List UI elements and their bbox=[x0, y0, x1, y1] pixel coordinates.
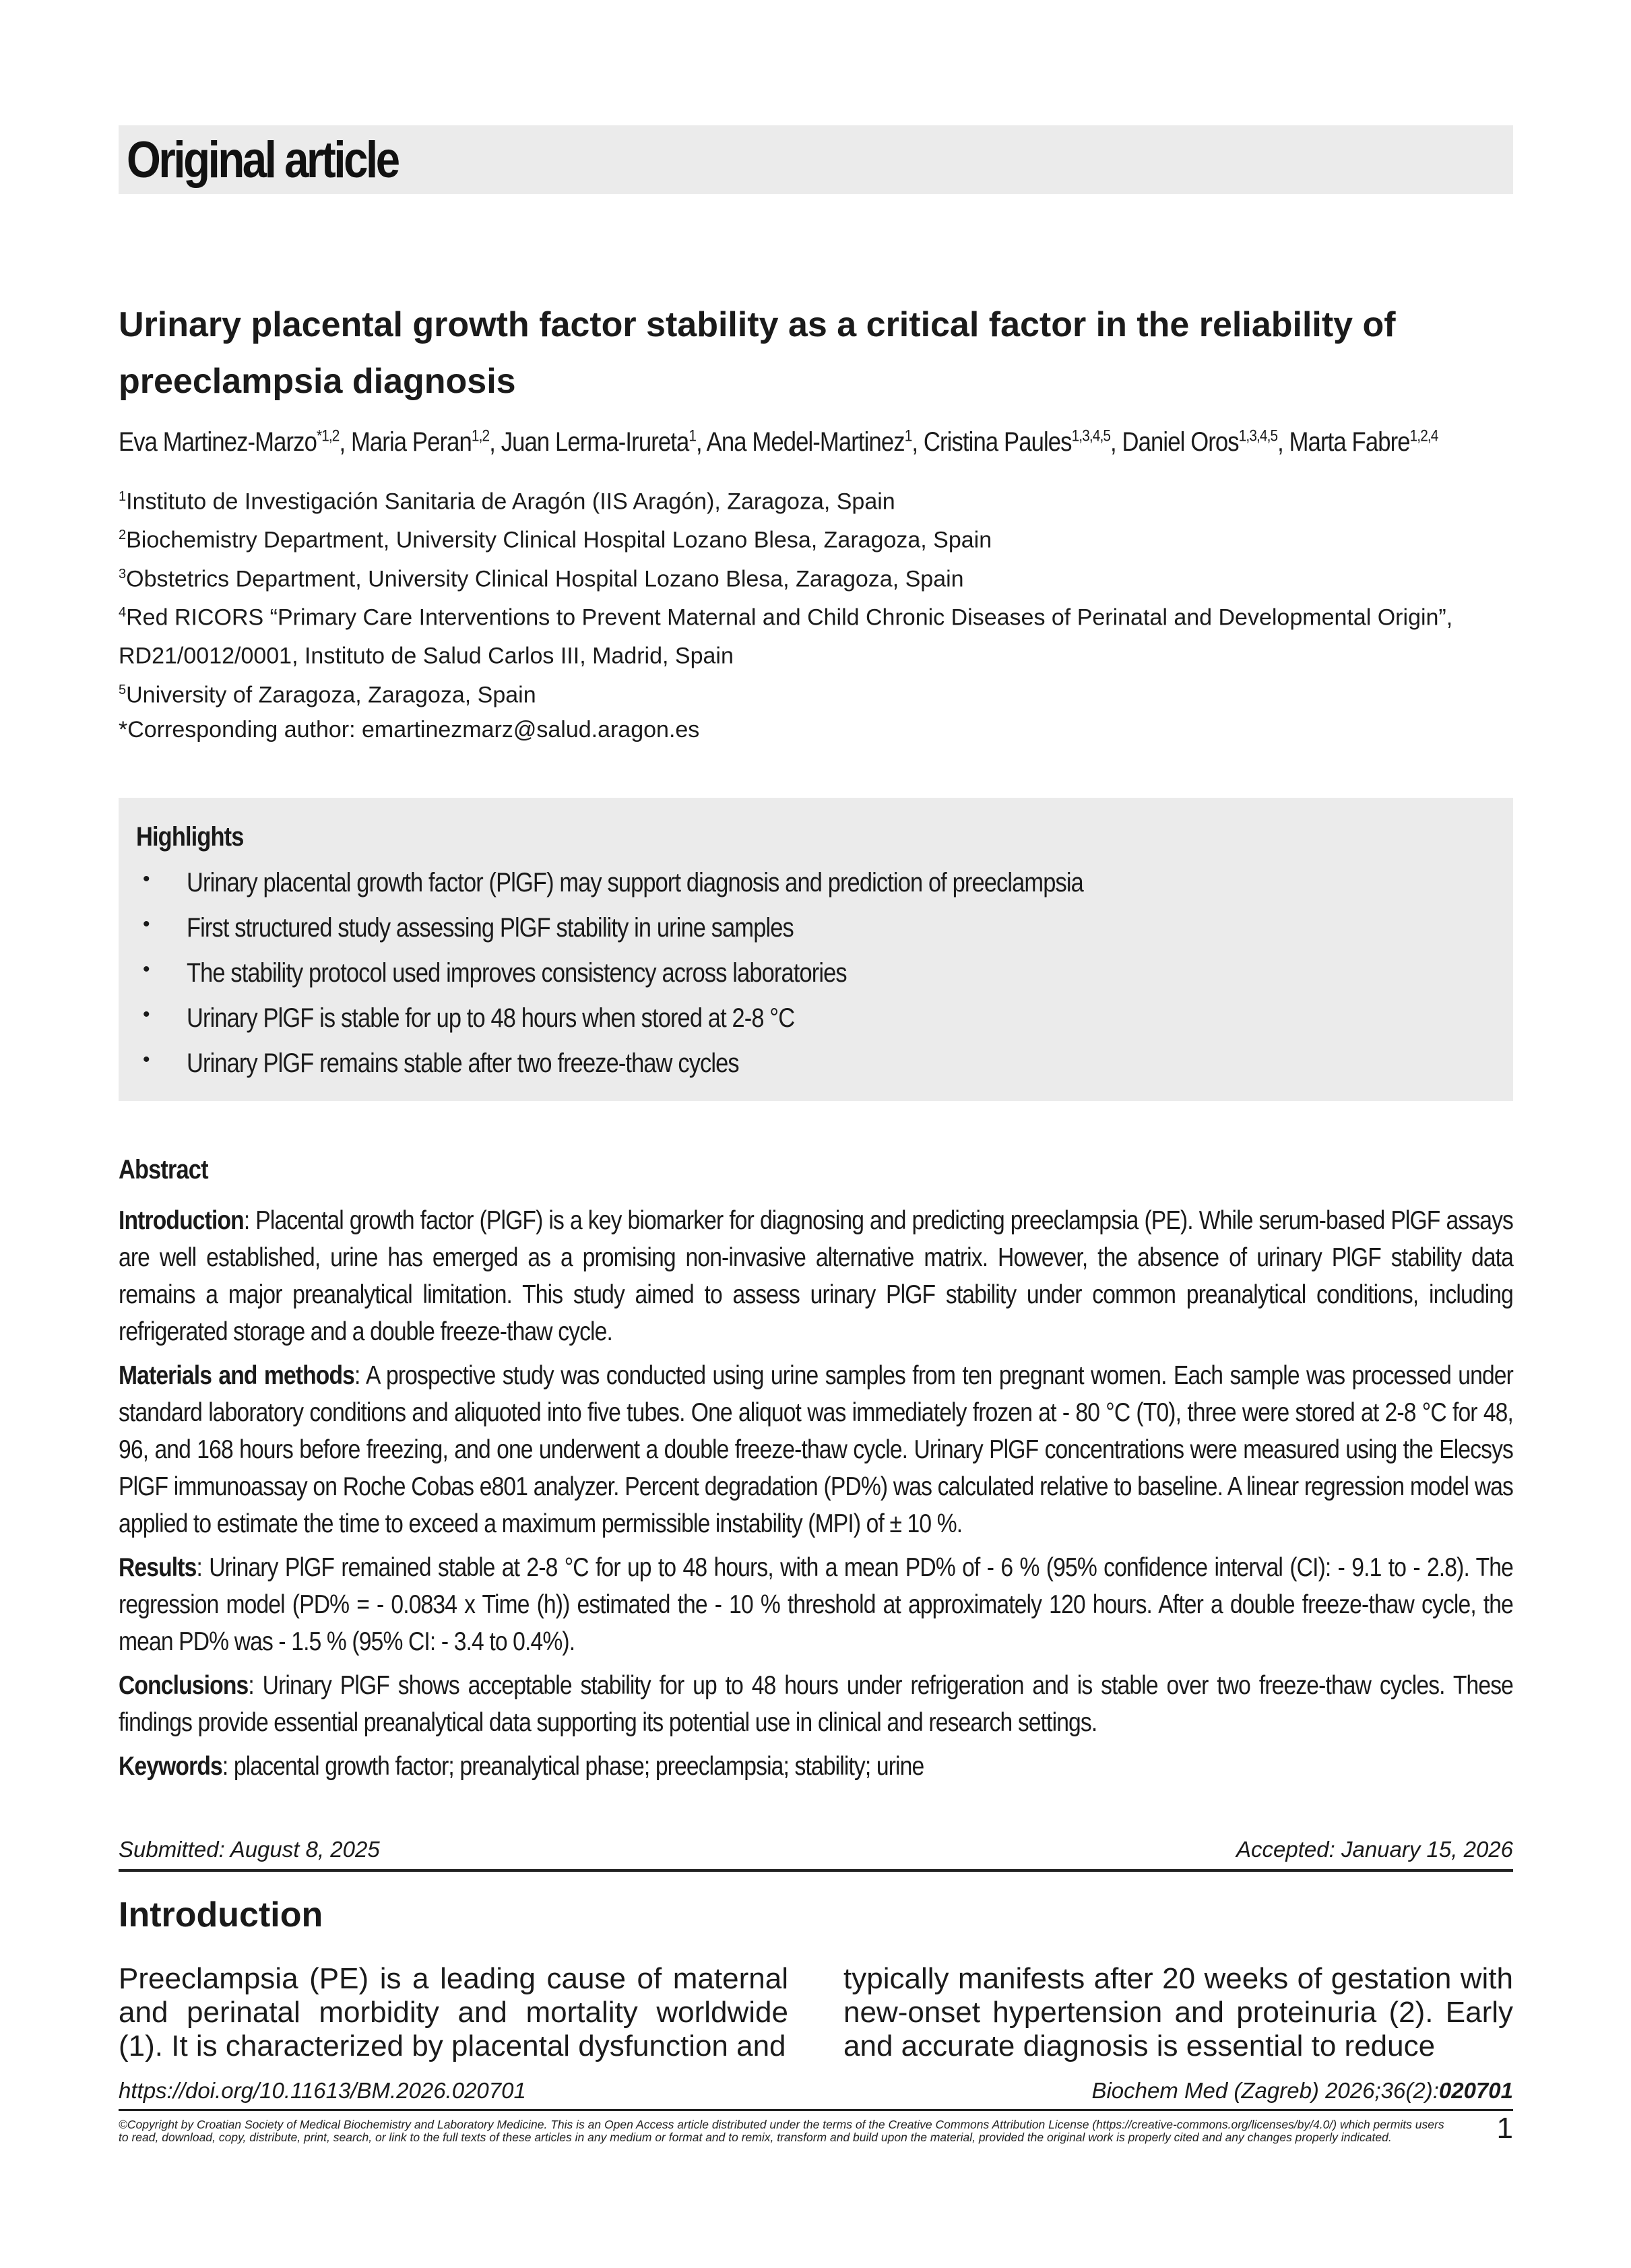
highlights-box bbox=[119, 798, 1513, 1101]
bullet-icon: • bbox=[143, 1003, 150, 1026]
highlight-item: • The stability protocol used improves consistency across laboratories bbox=[143, 958, 847, 988]
section-label: Original article bbox=[127, 131, 398, 189]
affiliation: $^5$University of Zaragoza, Zaragoza, Spain bbox=[119, 681, 536, 707]
author: Marta Fabre$^{1,2,4}$ bbox=[1289, 427, 1438, 458]
bullet-icon: • bbox=[143, 1048, 150, 1071]
bullet-icon: • bbox=[143, 958, 150, 980]
highlights-title: Highlights bbox=[136, 822, 244, 852]
affiliations bbox=[119, 480, 1513, 712]
section-band bbox=[119, 125, 1513, 194]
author: Eva Martinez-Marzo$^{*1,2}$ bbox=[119, 427, 340, 458]
corresponding-author: *Corresponding author: emartinezmarz@salud.aragon.es bbox=[119, 717, 700, 743]
abstract-keywords: Keywords: placental growth factor; preanalytical phase; preeclampsia; stability; urine bbox=[119, 1752, 924, 1781]
author-list: Eva Martinez-Marzo$^{*1,2}$, Maria Peran$^{1,2}$, Juan Lerma-Irureta$^1$, Ana Medel-Martinez$^1$, Cristina Paules$^{1,3,4,5}$, Daniel Oros$^{1,3,4,5}$, Marta Fabre$^{1,2,4}$ bbox=[119, 427, 1438, 458]
divider bbox=[119, 2109, 1513, 2111]
doi-link[interactable]: https://doi.org/10.11613/BM.2026.020701 bbox=[119, 2078, 526, 2103]
page-number: 1 bbox=[1496, 2112, 1513, 2145]
journal-citation: Biochem Med (Zagreb) 2026;36(2):020701 bbox=[1091, 2078, 1513, 2103]
footer bbox=[119, 2078, 1513, 2104]
bullet-icon: • bbox=[143, 868, 150, 890]
intro-column-right: typically manifests after 20 weeks of gestation with new-onset hypertension and proteinuria (2). Early and accurate diagnosis is essential to reduce bbox=[843, 1962, 1513, 2062]
affiliation: $^4$Red RICORS “Primary Care Interventions to Prevent Maternal and Child Chronic Diseases of Perinatal and Developmental Origin”, bbox=[119, 604, 1453, 631]
highlight-item: • Urinary placental growth factor (PlGF) may support diagnosis and prediction of preeclampsia bbox=[143, 868, 1083, 897]
divider bbox=[119, 1869, 1513, 1872]
intro-column-left: Preeclampsia (PE) is a leading cause of maternal and perinatal morbidity and mortality worldwide (1). It is characterized by placental dysfunction and bbox=[119, 1962, 788, 2062]
abstract-introduction: Introduction: Placental growth factor (PlGF) is a key biomarker for diagnosing and predicting preeclampsia (PE). While serum-based PlGF assays are well established, urine has emerged as a promising non-invasive alternative matrix. However, the absence of urinary PlGF stability data remains a major preanalytical limitation. This study aimed to assess urinary PlGF stability under common preanalytical conditions, including refrigerated storage and a double freeze-thaw cycle. bbox=[119, 1206, 1513, 1346]
highlights-list bbox=[129, 868, 1229, 1094]
author: Juan Lerma-Irureta$^1$ bbox=[501, 427, 697, 458]
abstract-methods: Materials and methods: A prospective study was conducted using urine samples from ten pregnant women. Each sample was processed under standard laboratory conditions and aliquoted into five tubes. One aliquot was immediately frozen at - 80 °C (T0), three were stored at 2-8 °C for 48, 96, and 168 hours before freezing, and one underwent a double freeze-thaw cycle. Urinary PlGF concentrations were measured using the Elecsys PlGF immunoassay on Roche Cobas e801 analyzer. Percent degradation (PD%) was calculated relative to baseline. A linear regression model was applied to estimate the time to exceed a maximum permissible instability (MPI) of ± 10 %. bbox=[119, 1361, 1513, 1538]
introduction-heading: Introduction bbox=[119, 1895, 323, 1934]
highlight-item: • First structured study assessing PlGF stability in urine samples bbox=[143, 913, 794, 943]
article-title: Urinary placental growth factor stability as a critical factor in the reliability of preeclampsia diagnosis bbox=[119, 305, 1396, 401]
article-dates bbox=[119, 1837, 1513, 1862]
abstract-heading: Abstract bbox=[119, 1155, 208, 1185]
affiliation: $^1$Instituto de Investigación Sanitaria de Aragón (IIS Aragón), Zaragoza, Spain bbox=[119, 489, 895, 515]
author: Maria Peran$^{1,2}$ bbox=[350, 427, 490, 458]
affiliation: $^3$Obstetrics Department, University Clinical Hospital Lozano Blesa, Zaragoza, Spain bbox=[119, 565, 964, 592]
highlight-item: • Urinary PlGF remains stable after two freeze-thaw cycles bbox=[143, 1048, 739, 1078]
abstract-results: Results: Urinary PlGF remained stable at 2-8 °C for up to 48 hours, with a mean PD% of - 6 % (95% confidence interval (CI): - 9.1 to - 2.8). The regression model (PD% = - 0.0834 x Time (h)) estimated the - 10 % threshold at approximately 120 hours. After a double freeze-thaw cycle, the mean PD% was - 1.5 % (95% CI: - 3.4 to 0.4%). bbox=[119, 1553, 1513, 1656]
affiliation: RD21/0012/0001, Instituto de Salud Carlos III, Madrid, Spain bbox=[119, 643, 734, 669]
author: Daniel Oros$^{1,3,4,5}$ bbox=[1122, 427, 1278, 458]
abstract-conclusions: Conclusions: Urinary PlGF shows acceptable stability for up to 48 hours under refrigeration and is stable over two freeze-thaw cycles. These findings provide essential preanalytical data supporting its potential use in clinical and research settings. bbox=[119, 1671, 1513, 1737]
author: Cristina Paules$^{1,3,4,5}$ bbox=[923, 427, 1111, 458]
affiliation: $^2$Biochemistry Department, University Clinical Hospital Lozano Blesa, Zaragoza, Spain bbox=[119, 527, 992, 553]
author: Ana Medel-Martinez$^1$ bbox=[706, 427, 912, 458]
copyright-notice: ©Copyright by Croatian Society of Medical Biochemistry and Laboratory Medicine. This is an Open Access article distributed under the terms of the Creative Commons Attribution License (https://creative-commons.org/licenses/by/4.0/) which permits users to read, download, copy, distribute, print, search, or link to the full texts of these articles in any medium or format and to remix, transform and build upon the material, provided the original work is properly cited and any changes properly indicated. bbox=[119, 2118, 1444, 2144]
submitted-date: Submitted: August 8, 2025 bbox=[119, 1837, 380, 1862]
abstract-body bbox=[119, 1202, 1513, 1792]
bullet-icon: • bbox=[143, 913, 150, 935]
highlight-item: • Urinary PlGF is stable for up to 48 hours when stored at 2-8 °C bbox=[143, 1003, 795, 1033]
accepted-date: Accepted: January 15, 2026 bbox=[1236, 1837, 1513, 1862]
